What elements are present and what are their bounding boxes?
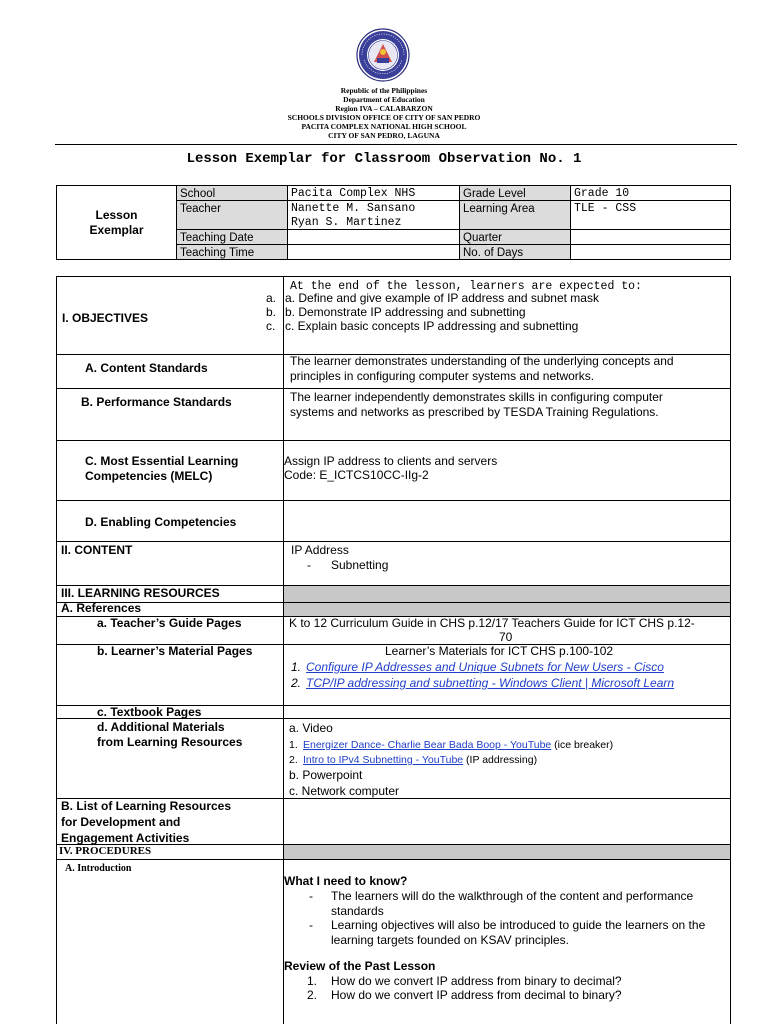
what-i-need-to-know-heading: What I need to know?: [284, 874, 408, 888]
performance-standards-line1: The learner independently demonstrates skills in configuring computer: [290, 390, 663, 404]
ipv4-subnetting-link[interactable]: Intro to IPv4 Subnetting - YouTube: [303, 754, 464, 766]
content-line2: Subnetting: [331, 558, 389, 572]
need-item-1-line1: The learners will do the walkthrough of the content and performance: [331, 889, 694, 903]
deped-seal-logo: [356, 28, 410, 82]
content-standards-line2: principles in configuring computer systems and networks.: [290, 369, 595, 383]
melc-label-line2: Competencies (MELC): [85, 469, 213, 483]
need-item-1-bullet: -: [309, 889, 313, 903]
resources-shade: [284, 585, 730, 602]
introduction-label: A. Introduction: [65, 863, 132, 874]
video1-number: 1.: [289, 739, 298, 751]
need-item-1-line2: standards: [331, 904, 384, 918]
header-city: CITY OF SAN PEDRO, LAGUNA: [328, 131, 440, 140]
objectives-label: I. OBJECTIVES: [62, 311, 149, 325]
lesson-plan-table: [56, 276, 731, 1024]
school-value: Pacita Complex NHS: [288, 186, 460, 201]
video2-note: (IP addressing): [463, 754, 538, 766]
video2-number: 2.: [289, 754, 298, 766]
review-item-2: How do we convert IP address from decimal to binary?: [331, 988, 622, 1002]
column-divider: [283, 277, 284, 1024]
content-label: II. CONTENT: [61, 543, 133, 557]
list-resources-label-line3: Engagement Activities: [61, 831, 190, 845]
textbook-pages-label: c. Textbook Pages: [97, 705, 202, 719]
need-item-2-line2: learning targets founded on KSAV principles.: [331, 933, 569, 947]
content-bullet: -: [307, 558, 311, 572]
objective-item-b: b. Demonstrate IP addressing and subnetting: [285, 305, 526, 319]
teaching-date-value: [288, 230, 460, 245]
document-title: Lesson Exemplar for Classroom Observation No. 1: [186, 151, 582, 167]
header-divider: [55, 144, 737, 145]
objectives-intro: At the end of the lesson, learners are expected to:: [290, 280, 642, 293]
melc-label-line1: C. Most Essential Learning: [85, 454, 239, 468]
need-item-2-line1: Learning objectives will also be introduced to guide the learners on the: [331, 918, 706, 932]
objective-marker-c: c.: [266, 319, 276, 333]
days-value: [571, 245, 730, 259]
quarter-label: Quarter: [460, 230, 571, 245]
video2-row: [303, 753, 537, 768]
review-item-1-number: 1.: [307, 974, 318, 988]
references-label: A. References: [61, 601, 142, 615]
lesson-info-table: [56, 185, 731, 260]
microsoft-learn-link[interactable]: TCP/IP addressing and subnetting - Windows Client | Microsoft Learn: [306, 676, 675, 690]
teaching-time-value: [288, 245, 460, 259]
days-label: No. of Days: [460, 245, 571, 259]
video1-row: [303, 738, 613, 753]
review-item-1: How do we convert IP address from binary to decimal?: [331, 974, 622, 988]
melc-line2: Code: E_ICTCS10CC-IIg-2: [284, 468, 429, 482]
objective-item-a: a. Define and give example of IP address and subnet mask: [285, 291, 599, 305]
content-standards-line1: The learner demonstrates understanding of the underlying concepts and: [290, 354, 674, 368]
references-shade: [284, 602, 730, 616]
teacher-value: Nanette M. Sansano Ryan S. Martinez: [288, 201, 460, 230]
header-division: SCHOOLS DIVISION OFFICE OF CITY OF SAN PEDRO: [287, 113, 481, 122]
video-label: a. Video: [289, 721, 333, 735]
grade-level-label: Grade Level: [460, 186, 571, 201]
header-school: PACITA COMPLEX NATIONAL HIGH SCHOOL: [301, 122, 467, 131]
list-resources-label-line1: B. List of Learning Resources: [61, 799, 232, 813]
content-standards-label: A. Content Standards: [85, 361, 208, 375]
additional-materials-label-line1: d. Additional Materials: [97, 720, 225, 734]
cisco-subnets-link[interactable]: Configure IP Addresses and Unique Subnets for New Users - Cisco: [306, 660, 664, 674]
video1-note: (ice breaker): [551, 739, 614, 751]
content-line1: IP Address: [291, 543, 349, 557]
header-republic: Republic of the Philippines: [340, 86, 428, 95]
learners-link1-number: 1.: [291, 660, 302, 674]
review-heading: Review of the Past Lesson: [284, 959, 436, 973]
review-item-2-number: 2.: [307, 988, 318, 1002]
header-department: Department of Education: [343, 95, 425, 104]
objective-marker-b: b.: [266, 305, 277, 319]
procedures-label: IV. PROCEDURES: [59, 845, 152, 857]
learning-area-value: TLE - CSS: [571, 201, 730, 230]
need-item-2-bullet: -: [309, 918, 313, 932]
objective-item-c: c. Explain basic concepts IP addressing and subnetting: [285, 319, 579, 333]
list-resources-label-line2: for Development and: [61, 815, 181, 829]
network-computer-item: c. Network computer: [289, 784, 400, 798]
header-region: Region IVA – CALABARZON: [335, 104, 433, 113]
teacher-label: Teacher: [177, 201, 288, 230]
melc-line1: Assign IP address to clients and servers: [284, 454, 498, 468]
learning-resources-label: III. LEARNING RESOURCES: [61, 586, 220, 600]
teachers-guide-line2: 70: [499, 630, 513, 644]
teachers-guide-label: a. Teacher’s Guide Pages: [97, 616, 242, 630]
additional-materials-label-line2: from Learning Resources: [97, 735, 243, 749]
learners-material-line1: Learner’s Materials for ICT CHS p.100-102: [385, 644, 614, 658]
performance-standards-label: B. Performance Standards: [81, 395, 232, 409]
lesson-exemplar-label: Lesson Exemplar: [57, 186, 177, 259]
performance-standards-line2: systems and networks as prescribed by TESDA Training Regulations.: [290, 405, 659, 419]
learning-area-label: Learning Area: [460, 201, 571, 230]
objective-marker-a: a.: [266, 291, 277, 305]
learners-material-label: b. Learner’s Material Pages: [97, 644, 253, 658]
teachers-guide-line1: K to 12 Curriculum Guide in CHS p.12/17 Teachers Guide for ICT CHS p.12-: [289, 616, 695, 630]
learners-link2-number: 2.: [291, 676, 302, 690]
energizer-dance-link[interactable]: Energizer Dance- Charlie Bear Bada Boop - YouTube: [303, 739, 552, 751]
teaching-time-label: Teaching Time: [177, 245, 288, 259]
enabling-competencies-label: D. Enabling Competencies: [85, 515, 237, 529]
teaching-date-label: Teaching Date: [177, 230, 288, 245]
procedures-shade: [284, 844, 730, 859]
grade-level-value: Grade 10: [571, 186, 730, 201]
quarter-value: [571, 230, 730, 245]
powerpoint-item: b. Powerpoint: [289, 768, 363, 782]
school-label: School: [177, 186, 288, 201]
